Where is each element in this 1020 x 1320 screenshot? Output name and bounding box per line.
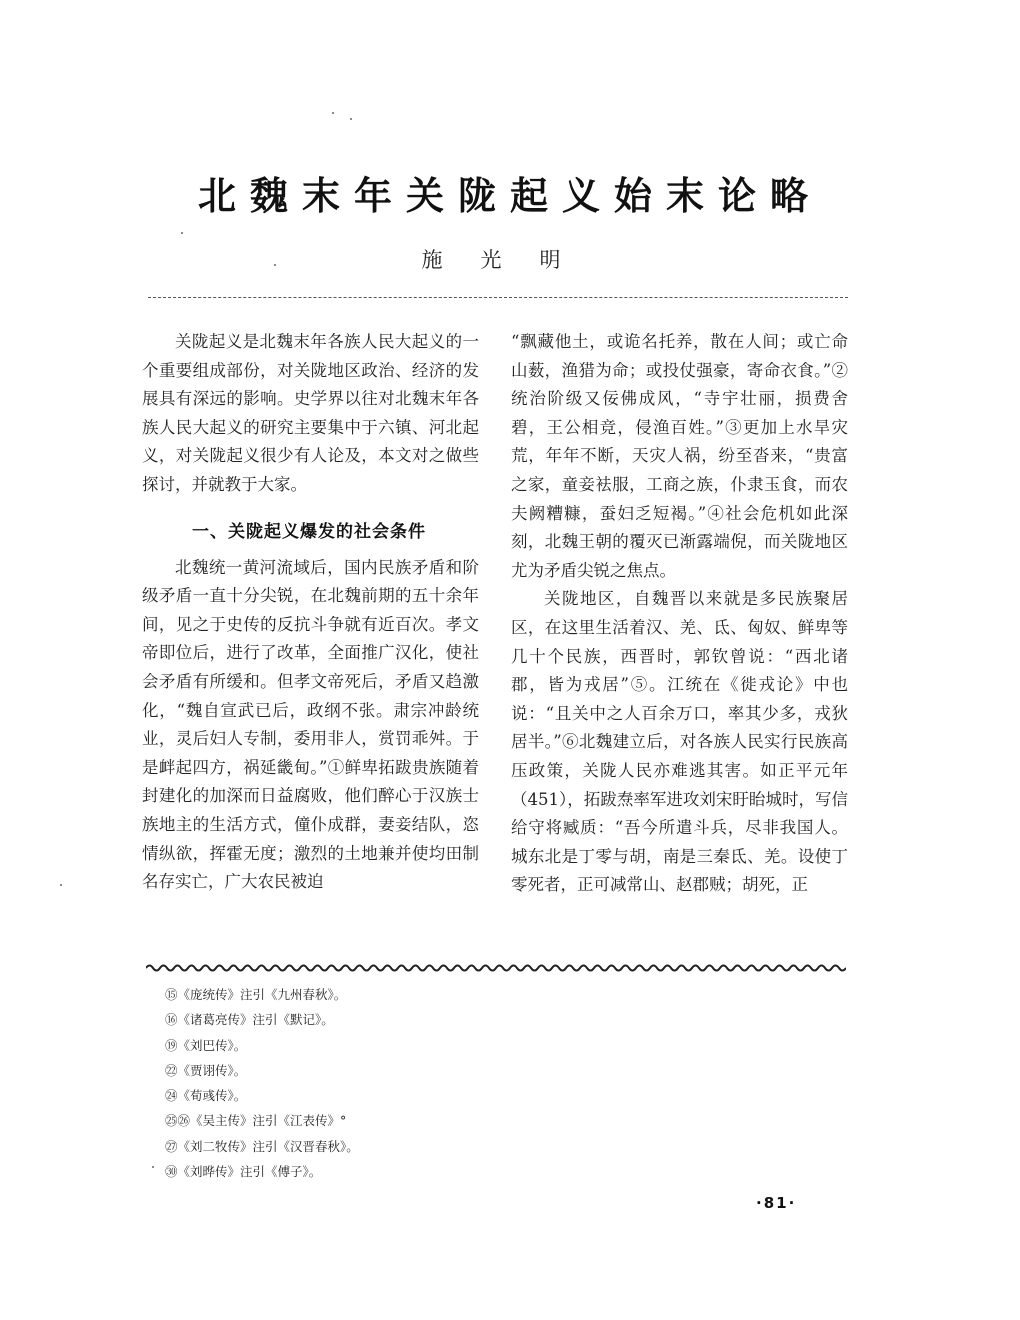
article-title: 北魏末年关陇起义始末论略 [197,174,822,218]
left-column [142,328,479,897]
scan-speck [60,884,62,886]
body-paragraph: “飘藏他土，或诡名托养，散在人间；或亡命山薮，渔猎为命；或投仗强豪，寄命衣食。”②统治阶级又佞佛成风，“寺宇壮丽，损费舍碧，王公相竞，侵渔百姓。”③更加上水旱灾荒，年年不断，天灾人祸，纷至沓来，“贵富之家，童妾袪服，工商之族，仆隶玉食，而农夫阙糟糠，蚕妇乏短褐。”④社会危机如此深刻，北魏王朝的覆灭已渐露端倪，而关陇地区尤为矛盾尖锐之焦点。 [511,332,848,580]
scan-speck [181,232,183,234]
right-column [511,328,848,900]
header-divider [148,297,848,298]
scan-speck [152,1166,154,1168]
footnote: ⑯《诸葛亮传》注引《默记》。 [165,1012,334,1028]
footnote: ⑮《庞统传》注引《九州春秋》。 [165,987,347,1002]
page-number: ·81· [756,1194,797,1212]
body-paragraph: 北魏统一黄河流域后，国内民族矛盾和阶级矛盾一直十分尖锐，在北魏前期的五十余年间，见之于史传的反抗斗争就有近百次。孝文帝即位后，进行了改革，全面推广汉化，使社会矛盾有所缓和。但孝文帝死后，矛盾又趋激化，“魏自宣武已后，政纲不张。肃宗冲龄统业，灵后妇人专制，委用非人，赏罚乖舛。于是衅起四方，祸延畿甸。”①鲜卑拓跋贵族随着封建化的加深而日益腐败，他们醉心于汉族士族地主的生活方式，僮仆成群，妻妾结队，恣情纵欲，挥霍无度；激烈的土地兼并使均田制名存实亡，广大农民被迫 [142,557,479,892]
footnote-divider [146,962,846,974]
footnote: ㉗《刘二牧传》注引《汉晋春秋》。 [165,1138,359,1154]
intro-paragraph: 关陇起义是北魏末年各族人民大起义的一个重要组成部份，对关陇地区政治、经济的发展具有深远的影响。史学界以往对北魏末年各族人民大起义的研究主要集中于六镇、河北起义，对关陇起义很少有人论及，本文对之做些探讨，并就教于大家。 [142,332,479,494]
section-heading: 一、关陇起义爆发的社会条件 [192,521,426,542]
scan-speck [350,118,352,120]
footnotes [165,982,665,1184]
footnote: ㉒《贾诩传》。 [165,1062,247,1078]
footnote: ㉚《刘晔传》注引《傅子》。 [165,1164,322,1180]
footnote: ㉔《荀彧传》。 [165,1088,247,1104]
footnote: ⑲《刘巴传》。 [165,1037,247,1053]
body-paragraph: 关陇地区，自魏晋以来就是多民族聚居区，在这里生活着汉、羌、氐、匈奴、鲜卑等几十个民族，西晋时，郭钦曾说：“西北诸郡，皆为戎居”⑤。江统在《徙戎论》中也说：“且关中之人百余万口，率其少多，戎狄居半。”⑥北魏建立后，对各族人民实行民族高压政策，关陇人民亦难逃其害。如正平元年（451），拓跋焘率军进攻刘宋盱眙城时，写信给守将臧质：“吾今所遣斗兵，尽非我国人。城东北是丁零与胡，南是三秦氐、羌。设使丁零死者，正可减常山、赵郡贼；胡死，正 [511,589,848,895]
scan-speck [332,112,334,114]
article-author: 施光明 [421,248,599,272]
footnote: ㉕㉖《吴主传》注引《江表传》° [165,1113,347,1129]
